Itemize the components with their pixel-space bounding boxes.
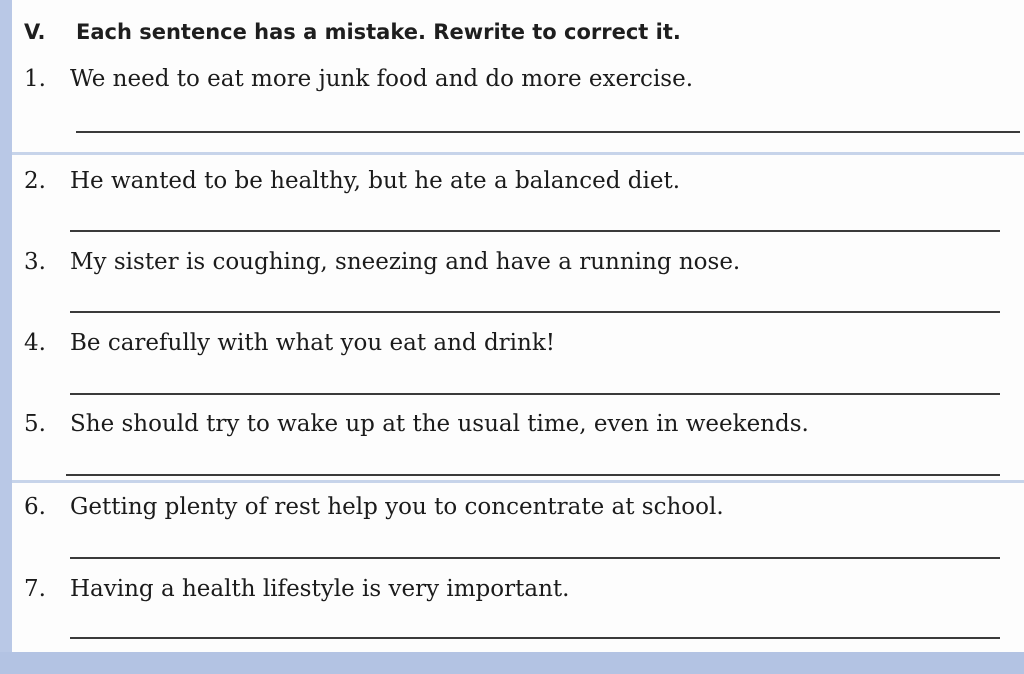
exercise-item (24, 411, 809, 437)
page-fold (12, 152, 1024, 155)
page-fold (12, 480, 1024, 483)
item-sentence: Getting plenty of rest help you to concentrate at school. (70, 494, 724, 520)
item-sentence: We need to eat more junk food and do more exercise. (70, 66, 694, 92)
exercise-item (24, 330, 555, 356)
exercise-number: V. (24, 20, 46, 44)
answer-line[interactable] (76, 131, 1020, 133)
exercise-item (24, 168, 680, 194)
answer-line[interactable] (70, 311, 1000, 313)
item-number: 6. (24, 494, 46, 520)
answer-line[interactable] (66, 474, 1000, 476)
exercise-item (24, 66, 693, 92)
item-number: 4. (24, 330, 46, 356)
item-number: 1. (24, 66, 46, 92)
item-number: 5. (24, 411, 46, 437)
answer-line[interactable] (70, 230, 1000, 232)
exercise-heading (24, 20, 681, 44)
item-sentence: Be carefully with what you eat and drink! (70, 330, 556, 356)
answer-line[interactable] (70, 637, 1000, 639)
exercise-item (24, 249, 740, 275)
answer-line[interactable] (70, 393, 1000, 395)
worksheet-page (12, 0, 1024, 652)
exercise-item (24, 576, 569, 602)
exercise-instruction: Each sentence has a mistake. Rewrite to correct it. (76, 20, 681, 44)
background-edge (0, 652, 1024, 674)
item-number: 3. (24, 249, 46, 275)
item-sentence: She should try to wake up at the usual time, even in weekends. (70, 411, 809, 437)
item-number: 2. (24, 168, 46, 194)
item-sentence: Having a health lifestyle is very important. (70, 576, 570, 602)
item-number: 7. (24, 576, 46, 602)
item-sentence: He wanted to be healthy, but he ate a balanced diet. (70, 168, 681, 194)
exercise-item (24, 494, 724, 520)
item-sentence: My sister is coughing, sneezing and have a running nose. (70, 249, 741, 275)
answer-line[interactable] (70, 557, 1000, 559)
